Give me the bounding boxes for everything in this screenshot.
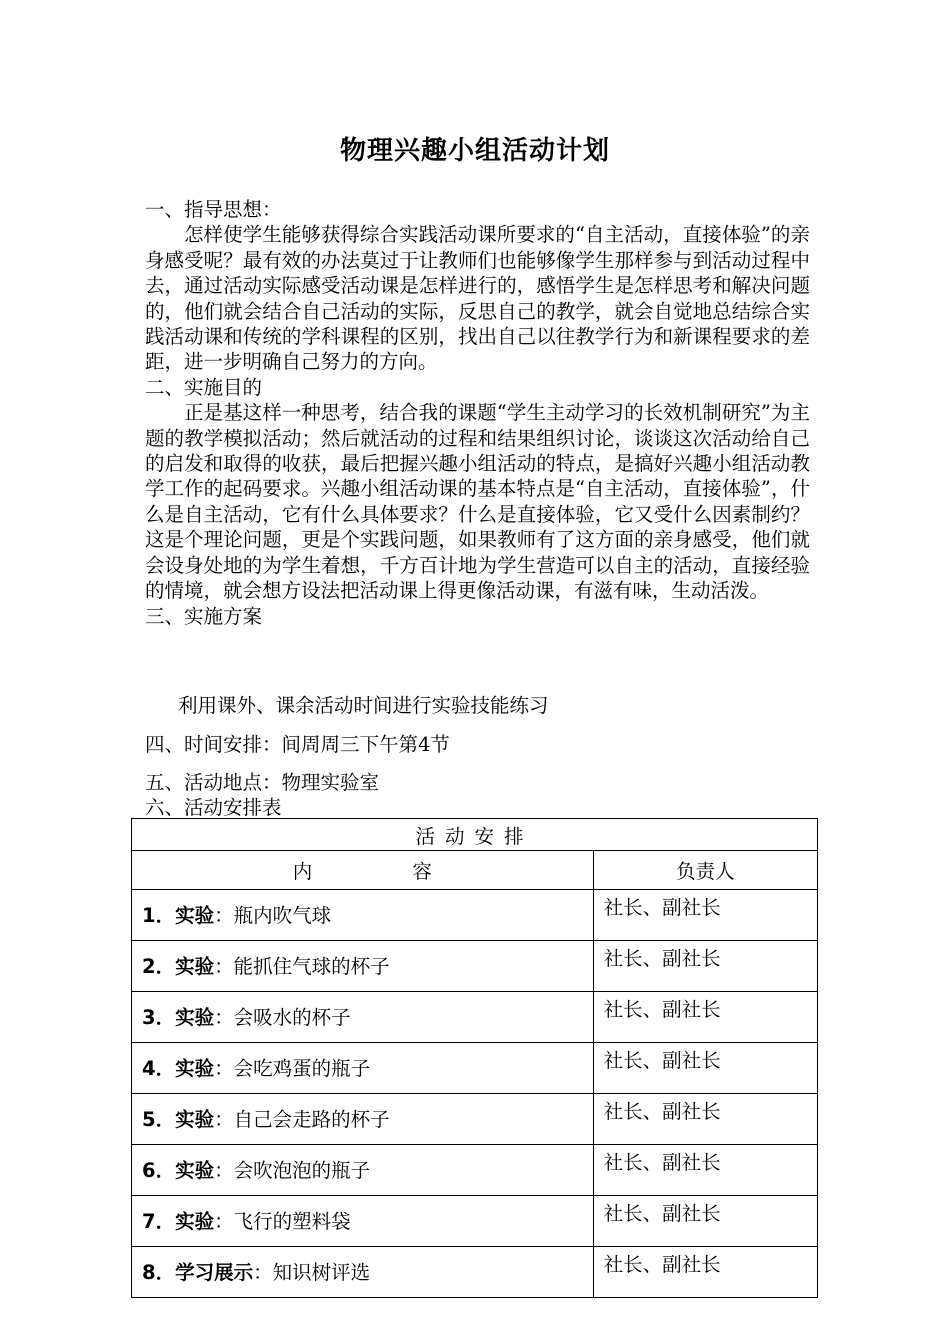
- item-number: 4．: [142, 1057, 176, 1080]
- item-number: 3．: [142, 1006, 176, 1029]
- item-title: 会吹泡泡的瓶子: [233, 1159, 371, 1182]
- item-separator: ：: [214, 1057, 234, 1080]
- activity-cell: [132, 1247, 594, 1298]
- item-kind: 实验: [175, 955, 215, 978]
- owner-cell: 社长、副社长: [593, 890, 817, 941]
- owner-cell: 社长、副社长: [593, 1094, 817, 1145]
- activity-schedule-table: [131, 818, 818, 1298]
- item-kind: 实验: [175, 1006, 215, 1029]
- table-row: [132, 941, 818, 992]
- item-separator: ：: [214, 1210, 234, 1233]
- item-number: 7．: [142, 1210, 176, 1233]
- owner-cell: 社长、副社长: [593, 1145, 817, 1196]
- section-heading-purpose: 二、实施目的: [145, 375, 263, 399]
- section-text-time: 四、时间安排：间周周三下午第4节: [145, 733, 450, 756]
- item-title: 自己会走路的杯子: [233, 1108, 390, 1131]
- item-number: 2．: [142, 955, 176, 978]
- item-number: 8．: [142, 1261, 176, 1284]
- item-kind: 实验: [175, 904, 215, 927]
- table-column-row: [132, 851, 818, 890]
- item-title: 飞行的塑料袋: [233, 1210, 351, 1233]
- item-kind: 实验: [175, 1210, 215, 1233]
- activity-cell: [132, 1043, 594, 1094]
- item-separator: ：: [214, 1006, 234, 1029]
- section-text-plan: 利用课外、课余活动时间进行实验技能练习: [178, 694, 549, 717]
- table-row: [132, 992, 818, 1043]
- table-row: [132, 1247, 818, 1298]
- section-heading-guiding: 一、指导思想：: [145, 198, 282, 221]
- item-title: 瓶内吹气球: [233, 904, 332, 927]
- table-header-row: [132, 819, 818, 851]
- activity-cell: [132, 1145, 594, 1196]
- item-title: 会吃鸡蛋的瓶子: [233, 1057, 371, 1080]
- item-separator: ：: [253, 1261, 273, 1284]
- owner-cell: 社长、副社长: [593, 992, 817, 1043]
- table-row: [132, 1043, 818, 1094]
- item-separator: ：: [214, 904, 234, 927]
- section-paragraph-guiding: 怎样使学生能够获得综合实践活动课所要求的“自主活动，直接体验”的亲身感受呢？最有效的办法莫过于让教师们也能够像学生那样参与到活动过程中去，通过活动实际感受活动课是怎样进行的，感悟学生是怎样思考和解决问题的，他们就会结合自己活动的实际，反思自己的教学，就会自觉地总结综合实践活动课和传统的学科课程的区别，找出自己以往教学行为和新课程要求的差距，进一步明确自己努力的方向。: [145, 223, 810, 374]
- owner-cell: 社长、副社长: [593, 1043, 817, 1094]
- item-title: 能抓住气球的杯子: [233, 955, 390, 978]
- section-text-place: 五、活动地点：物理实验室: [145, 771, 380, 794]
- section-heading-schedule: 六、活动安排表: [145, 796, 282, 819]
- column-header-content-part1: 内: [292, 860, 313, 883]
- table-row: [132, 1094, 818, 1145]
- owner-cell: 社长、副社长: [593, 941, 817, 992]
- item-number: 6．: [142, 1159, 176, 1182]
- table-row: [132, 890, 818, 941]
- table-header-title: 活动安排: [132, 819, 818, 851]
- activity-cell: [132, 1094, 594, 1145]
- activity-cell: [132, 941, 594, 992]
- section-paragraph-purpose: 正是基这样一种思考，结合我的课题“学生主动学习的长效机制研究”为主题的教学模拟活动；然后就活动的过程和结果组织讨论，谈谈这次活动给自己的启发和取得的收获，最后把握兴趣小组活动的特点，是搞好兴趣小组活动教学工作的起码要求。兴趣小组活动课的基本特点是“自主活动，直接体验”，什么是自主活动，它有什么具体要求？什么是直接体验，它又受什么因素制约？这是个理论问题，更是个实践问题，如果教师有了这方面的亲身感受，他们就会设身处地的为学生着想，千方百计地为学生营造可以自主的活动，直接经验的情境，就会想方设法把活动课上得更像活动课，有滋有味，生动活泼。: [145, 401, 810, 603]
- page-title: 物理兴趣小组活动计划: [339, 136, 610, 166]
- owner-cell: 社长、副社长: [593, 1247, 817, 1298]
- item-number: 5．: [142, 1108, 176, 1131]
- body-text: [145, 197, 810, 629]
- table-row: [132, 1196, 818, 1247]
- item-title: 知识树评选: [272, 1261, 371, 1284]
- column-header-content: [132, 851, 594, 890]
- column-header-owner: 负责人: [593, 851, 817, 890]
- item-separator: ：: [214, 955, 234, 978]
- item-kind: 实验: [175, 1159, 215, 1182]
- item-separator: ：: [214, 1108, 234, 1131]
- item-title: 会吸水的杯子: [233, 1006, 351, 1029]
- item-kind: 实验: [175, 1057, 215, 1080]
- owner-cell: 社长、副社长: [593, 1196, 817, 1247]
- activity-cell: [132, 992, 594, 1043]
- item-separator: ：: [214, 1159, 234, 1182]
- table-row: [132, 1145, 818, 1196]
- section-heading-plan: 三、实施方案: [145, 604, 263, 628]
- item-kind: 学习展示: [175, 1261, 254, 1284]
- activity-cell: [132, 890, 594, 941]
- item-number: 1．: [142, 904, 176, 927]
- activity-cell: [132, 1196, 594, 1247]
- column-header-content-part2: 容: [412, 860, 432, 883]
- item-kind: 实验: [175, 1108, 215, 1131]
